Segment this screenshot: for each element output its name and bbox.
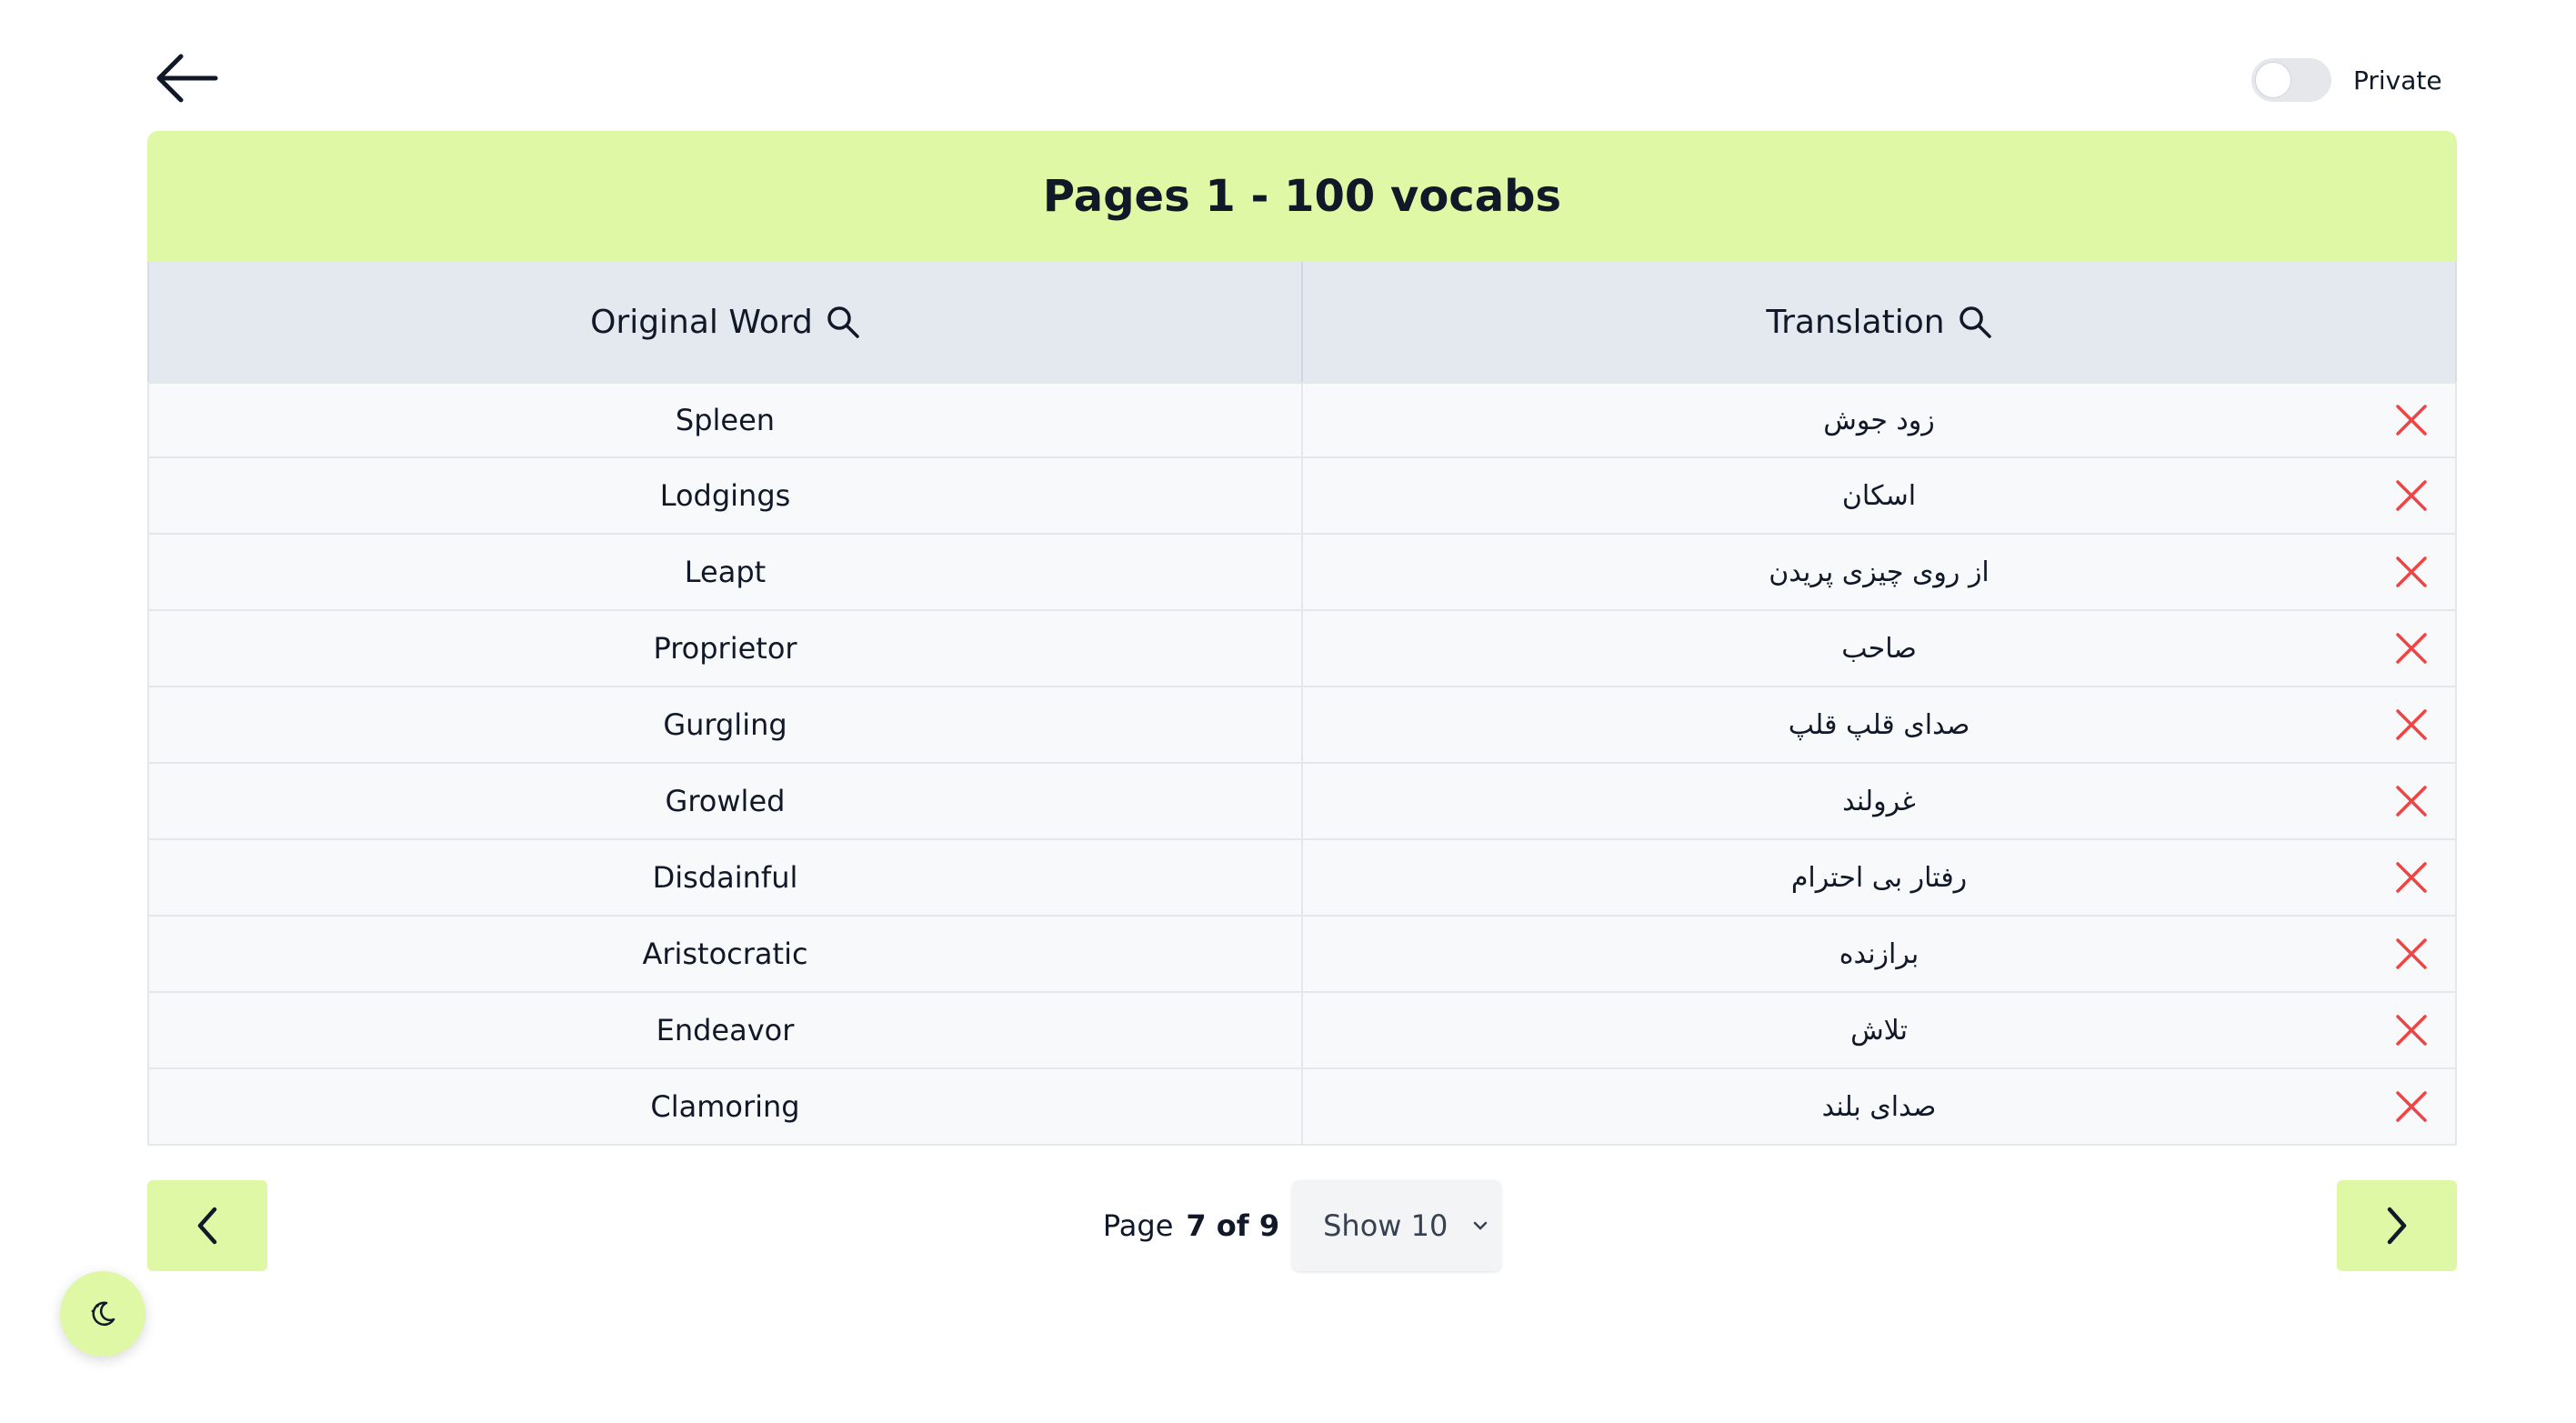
delete-row-button[interactable] (2393, 936, 2430, 972)
chevron-down-icon (1472, 1220, 1488, 1231)
table-row (147, 611, 2457, 687)
table-row (147, 1069, 2457, 1146)
page-size-value: Show 10 (1323, 1208, 1448, 1243)
translation-cell: صدای قلپ قلپ (1301, 687, 2455, 762)
table-row (147, 993, 2457, 1069)
translation-cell: زود جوش (1301, 384, 2455, 456)
page-size-select[interactable] (1292, 1180, 1501, 1271)
original-word-cell: Endeavor (656, 1013, 795, 1047)
original-word-cell: Clamoring (650, 1089, 800, 1124)
search-icon[interactable] (826, 305, 860, 339)
translation-cell: اسکان (1301, 458, 2455, 533)
column-label: Translation (1766, 303, 1945, 341)
delete-row-button[interactable] (2393, 477, 2430, 514)
theme-toggle-button[interactable] (60, 1271, 145, 1357)
original-word-cell: Gurgling (663, 707, 787, 742)
privacy-control (2251, 58, 2442, 102)
moon-icon (86, 1298, 119, 1330)
close-icon (2394, 631, 2429, 666)
table-row (147, 535, 2457, 611)
chevron-right-icon (2381, 1204, 2413, 1248)
column-header-original-word (149, 262, 1301, 382)
private-toggle[interactable] (2251, 58, 2331, 102)
translation-cell: از روی چیزی پریدن (1301, 535, 2455, 609)
close-icon (2394, 478, 2429, 513)
original-word-cell: Proprietor (653, 631, 797, 666)
table-row (147, 840, 2457, 917)
delete-row-button[interactable] (2393, 402, 2430, 438)
table-body (147, 382, 2457, 1146)
column-header-translation (1301, 262, 2455, 382)
arrow-left-icon (154, 51, 219, 105)
delete-row-button[interactable] (2393, 859, 2430, 896)
delete-row-button[interactable] (2393, 706, 2430, 743)
delete-row-button[interactable] (2393, 1012, 2430, 1048)
next-page-button[interactable] (2337, 1180, 2457, 1271)
delete-row-button[interactable] (2393, 783, 2430, 819)
original-word-cell: Growled (665, 784, 786, 818)
close-icon (2394, 784, 2429, 818)
table-row (147, 917, 2457, 993)
vocab-card (147, 131, 2457, 1146)
translation-cell: صدای بلند (1301, 1069, 2455, 1144)
close-icon (2394, 707, 2429, 742)
translation-cell: برازنده (1301, 917, 2455, 991)
search-icon[interactable] (1958, 305, 1992, 339)
page-title: Pages 1 - 100 vocabs (1042, 171, 1562, 222)
back-button[interactable] (147, 45, 226, 111)
delete-row-button[interactable] (2393, 1088, 2430, 1125)
title-bar (147, 131, 2457, 262)
translation-cell: تلاش (1301, 993, 2455, 1067)
original-word-cell: Spleen (675, 403, 776, 437)
translation-cell: رفتار بی احترام (1301, 840, 2455, 915)
table-header (147, 262, 2457, 382)
close-icon (2394, 937, 2429, 971)
close-icon (2394, 1089, 2429, 1124)
delete-row-button[interactable] (2393, 630, 2430, 666)
table-row (147, 382, 2457, 458)
original-word-cell: Aristocratic (642, 937, 808, 971)
delete-row-button[interactable] (2393, 554, 2430, 590)
page-status: 7 of 9 (1186, 1208, 1280, 1243)
page-prefix: Page (1102, 1208, 1174, 1243)
original-word-cell: Lodgings (659, 478, 791, 513)
close-icon (2394, 1013, 2429, 1047)
private-label: Private (2353, 65, 2442, 95)
pagination (147, 1180, 2457, 1271)
close-icon (2394, 403, 2429, 437)
close-icon (2394, 555, 2429, 589)
translation-cell: غرولند (1301, 764, 2455, 838)
table-row (147, 764, 2457, 840)
original-word-cell: Disdainful (652, 860, 798, 895)
column-label: Original Word (590, 303, 813, 341)
original-word-cell: Leapt (684, 555, 767, 589)
toggle-knob (2255, 62, 2291, 98)
page-indicator (147, 1180, 2457, 1271)
table-row (147, 458, 2457, 535)
table-row (147, 687, 2457, 764)
close-icon (2394, 860, 2429, 895)
translation-cell: صاحب (1301, 611, 2455, 686)
